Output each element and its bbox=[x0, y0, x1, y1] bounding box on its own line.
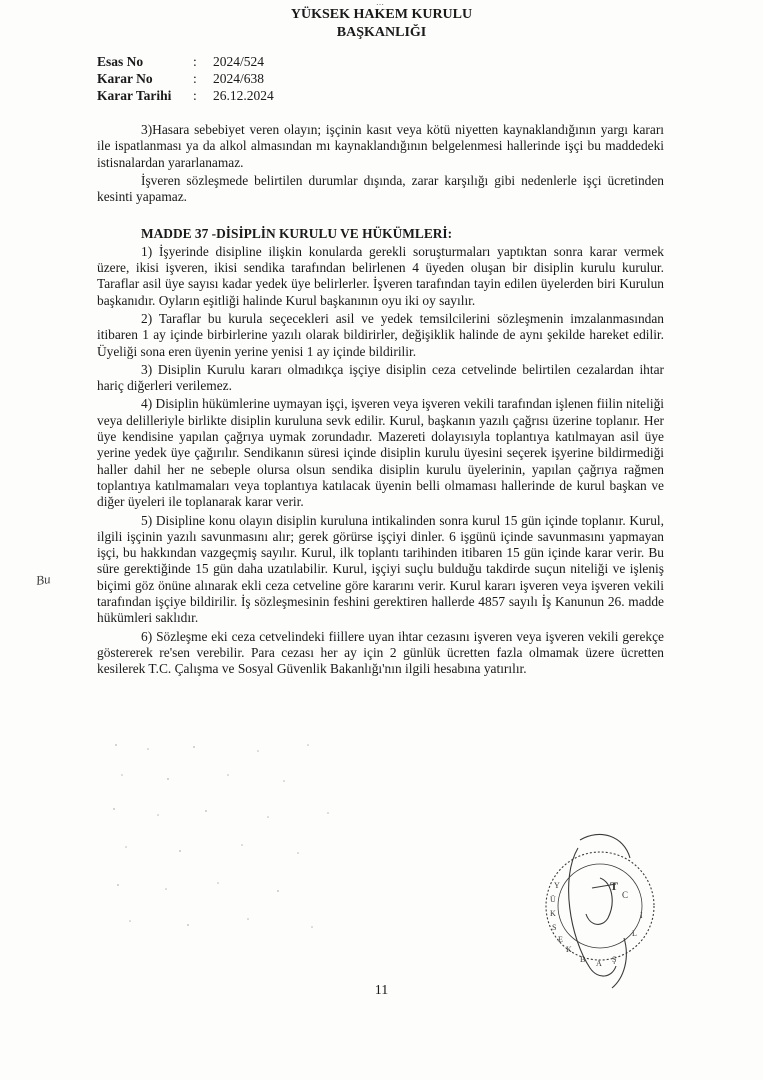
svg-text:B: B bbox=[580, 955, 586, 964]
document-body bbox=[97, 122, 664, 678]
paragraph: 3)Hasara sebebiyet veren olayın; işçinin kasıt veya kötü niyetten kaynaklandığının yargı kararı ile ispatlanması ya da alkol almasından mı kaynaklandığının belgelenmesi hallerinde işçi bu maddedeki istisnalardan yararlanamaz. bbox=[97, 122, 664, 170]
top-mark: … bbox=[376, 0, 384, 7]
meta-label: Karar Tarihi bbox=[97, 88, 172, 103]
svg-text:A: A bbox=[596, 959, 602, 968]
meta-separator: : bbox=[193, 54, 197, 69]
paragraph: 6) Sözleşme eki ceza cetvelindeki fiillere uyan ihtar cezasını işveren veya işveren vekili gerekçe göstererek re'sen verebilir. Para cezası her ay için 2 günlük ücretten fazla olmamak üzere ücretten kesilerek T.C. Çalışma ve Sosyal Güvenlik Bakanlığı'nın ilgili hesabına yatırılır. bbox=[97, 628, 664, 677]
meta-label: Karar No bbox=[97, 71, 153, 86]
meta-row-esas bbox=[97, 53, 274, 70]
svg-text:K: K bbox=[550, 909, 556, 918]
institution-office: BAŞKANLIĞI bbox=[336, 25, 427, 40]
document-header bbox=[0, 6, 763, 42]
meta-value: 2024/638 bbox=[213, 71, 265, 86]
paragraph: 1) İşyerinde disipline ilişkin konularda gerekli soruşturmaları yaptıktan sonra karar vermek üzere, ikisi işveren, ikisi sendika tarafından belirlenen 4 üyeden oluşan bir disiplin kurulu kurulur. Taraflar asil üye sayısı kadar yedek üye belirlerler. İşveren tarafından tayin edilen üyelerden biri Kurulun başkanıdır. Oyların eşitliği halinde Kurul başkanının oyu iki oy sayılır. bbox=[97, 243, 664, 308]
svg-text:Y: Y bbox=[554, 881, 560, 890]
svg-text:E: E bbox=[558, 935, 563, 944]
meta-label: Esas No bbox=[97, 54, 144, 69]
paragraph: İşveren sözleşmede belirtilen durumlar dışında, zarar karşılığı gibi nedenlerle işçi ücretinden kesinti yapamaz. bbox=[97, 172, 664, 205]
meta-separator: : bbox=[193, 71, 197, 86]
margin-handwriting: Bu bbox=[34, 571, 52, 588]
page-number: 11 bbox=[374, 983, 389, 998]
svg-text:Ş: Ş bbox=[612, 955, 617, 964]
case-meta bbox=[97, 53, 274, 104]
institution-name: YÜKSEK HAKEM KURULU bbox=[290, 7, 473, 22]
meta-separator: : bbox=[193, 88, 197, 103]
meta-value: 2024/524 bbox=[213, 54, 265, 69]
svg-text:T: T bbox=[610, 879, 619, 893]
paragraph: 2) Taraflar bu kurula seçecekleri asil ve yedek temsilcilerini sözleşmenin imzalanmasından itibaren 1 ay içinde birbirlerine yazılı olarak bildirirler, değişiklik halinde de aynı şekilde hareket edilir. Üyeliği sona eren üyenin yerine yenisi 1 ay içinde bildirilir. bbox=[97, 310, 664, 359]
article-title: MADDE 37 -DİSİPLİN KURULU VE HÜKÜMLERİ: bbox=[141, 226, 453, 242]
meta-value: 26.12.2024 bbox=[213, 88, 274, 103]
svg-text:Ü: Ü bbox=[550, 895, 556, 904]
meta-row-tarih bbox=[97, 87, 274, 104]
svg-text:I: I bbox=[640, 911, 643, 920]
paragraph: 4) Disiplin hükümlerine uymayan işçi, işveren veya işveren vekili tarafından işlenen fiilin niteliği veya delilleriyle birlikte disiplin kuruluna sevk edilir. Kurul, başkanın yazılı çağrısı üzerine toplanır. Her üye kendisine yapılan çağrıya uymak zorundadır. Mazereti dolayısıyla toplantıya katılmayan asil üye yerine yedek üye çağırılır. Sendikanın süresi içinde disiplin kurulu üyesini seçerek işyerine bildirmediği haller dahil her ne sebeple olursa olsun sendika disiplin kurulu üyelerinin, yapılan çağrıya rağmen toplantıya katılmamaları veya toplantıya katılacak üyenin belli olmaması hallerinde de kurul başkan ve diğer üyeleri ile toplanarak karar verir. bbox=[97, 396, 664, 510]
official-seal-stamp bbox=[520, 818, 670, 998]
svg-text:S: S bbox=[552, 923, 557, 932]
svg-text:L: L bbox=[632, 929, 637, 938]
paragraph: 5) Disipline konu olayın disiplin kuruluna intikalinden sonra kurul 15 gün içinde toplanır. Kurul, ilgili işçinin yazılı savunmasını alır; gerek görürse işçiyi dinler. 6 işgünü içinde savunmasını yapmayan işçi, bu hakkından vazgeçmiş sayılır. Kurul, ilk toplantı tarihinden itibaren 15 gün içinde karar verir. Bu süre gerektiğinde 15 gün daha uzatılabilir. Kurul, işçiyi suçlu bulduğu takdirde suçun niteliği ve işleniş biçimi göz önüne alınarak ekli ceza cetveline göre kararını verir. Kurul kararı işveren veya işveren vekili tarafından işçiye bildirilir. İş sözleşmesinin feshini gerektiren hallerde 4857 sayılı İş Kanunun 26. madde hükümleri saklıdır. bbox=[97, 512, 664, 626]
paragraph: 3) Disiplin Kurulu kararı olmadıkça işçiye disiplin ceza cetvelinde belirtilen cezalardan ihtar hariç diğerleri verilemez. bbox=[97, 361, 664, 394]
svg-text:C: C bbox=[622, 890, 629, 900]
svg-text:K: K bbox=[566, 945, 572, 954]
meta-row-karar bbox=[97, 70, 274, 87]
faint-dot-marks bbox=[108, 735, 358, 955]
